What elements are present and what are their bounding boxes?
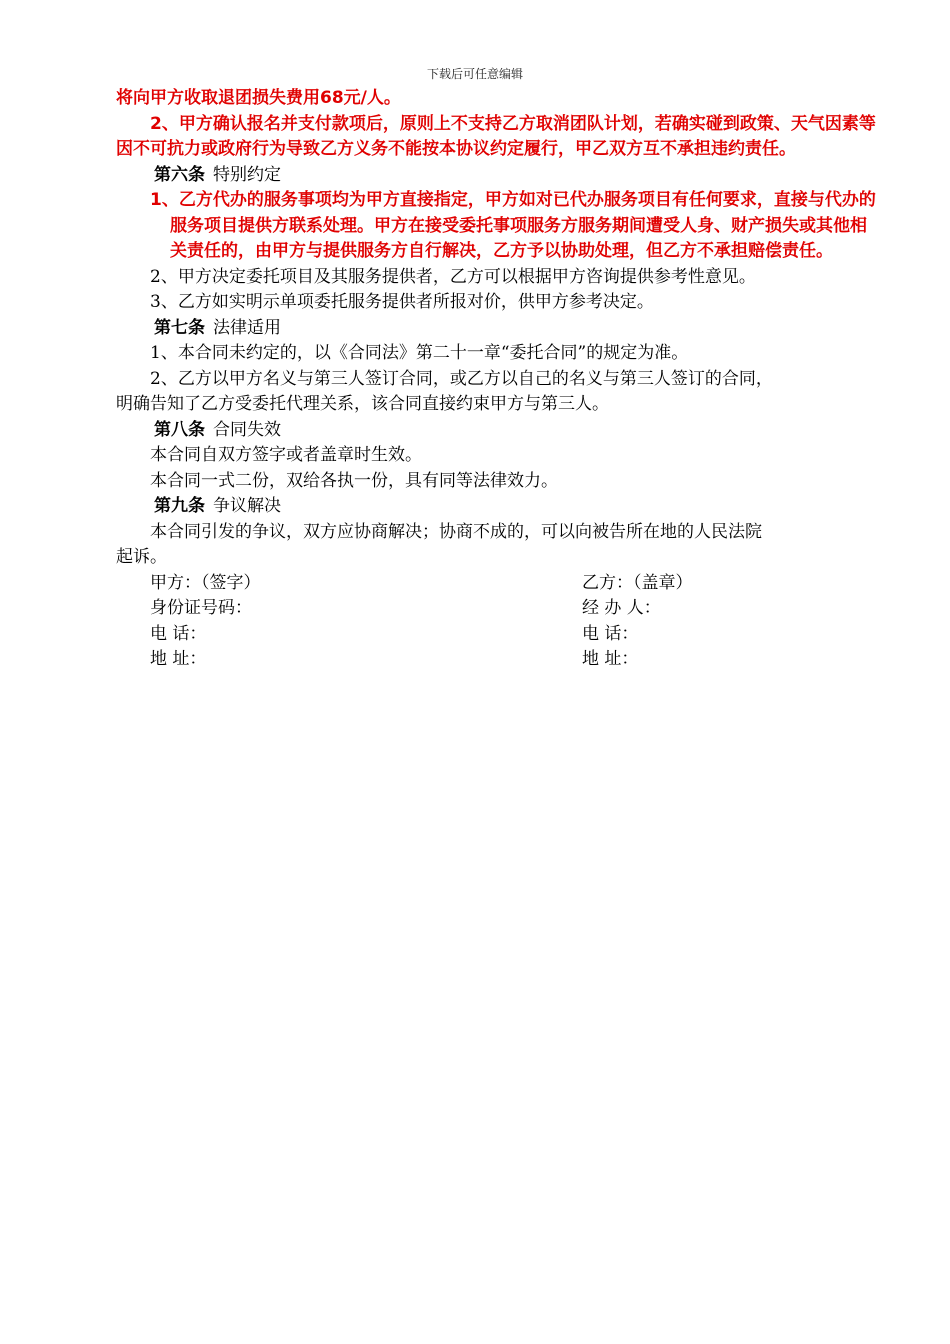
article-7-item-2-line-1: 2、乙方以甲方名义与第三人签订合同，或乙方以自己的名义与第三人签订的合同， bbox=[150, 368, 773, 389]
article-8-number: 第八条 bbox=[154, 419, 205, 440]
article-7-heading bbox=[116, 316, 878, 342]
article-9-heading bbox=[116, 494, 878, 520]
article-9-title: 争议解决 bbox=[213, 496, 281, 516]
address-field-b: 地 址： bbox=[582, 649, 639, 669]
phone-field-a: 电 话： bbox=[150, 623, 207, 644]
contract-body bbox=[116, 86, 878, 673]
signature-row-parties bbox=[116, 571, 878, 597]
article-9-number: 第九条 bbox=[154, 496, 205, 516]
id-number-field: 身份证号码： bbox=[150, 598, 252, 618]
article-7-title: 法律适用 bbox=[213, 317, 281, 338]
article-7-number: 第七条 bbox=[154, 317, 205, 338]
article-6-item-3: 3、乙方如实明示单项委托服务提供者所报对价，供甲方参考决定。 bbox=[150, 292, 654, 312]
article-8-item-2: 本合同一式二份，双给各执一份，具有同等法律效力。 bbox=[150, 470, 558, 491]
handler-field: 经 办 人： bbox=[582, 598, 661, 618]
page-header: 下载后可任意编辑 bbox=[426, 67, 523, 81]
signature-row-phone bbox=[116, 622, 878, 648]
cancellation-clause: 2、甲方确认报名并支付款项后，原则上不支持乙方取消团队计划，若确实碰到政策、天气因素等因不可抗力或政府行为导致乙方义务不能按本协议约定履行，甲乙双方互不承担违约责任。 bbox=[116, 113, 876, 159]
article-6-item-1: 1、乙方代办的服务事项均为甲方直接指定，甲方如对已代办服务项目有任何要求，直接与代办的服务项目提供方联系处理。甲方在接受委托事项服务方服务期间遭受人身、财产损失或其他相关责任的，由甲方与提供服务方自行解决，乙方予以协助处理，但乙方不承担赔偿责任。 bbox=[150, 190, 876, 261]
article-6-heading bbox=[116, 163, 878, 189]
article-8-heading bbox=[116, 418, 878, 444]
party-a-signature: 甲方：（签字） bbox=[150, 572, 261, 593]
article-9-item-1-line-1: 本合同引发的争议，双方应协商解决；协商不成的，可以向被告所在地的人民法院 bbox=[150, 521, 762, 542]
signature-row-id bbox=[116, 596, 878, 622]
phone-field-b: 电 话： bbox=[582, 623, 639, 644]
article-6-number: 第六条 bbox=[154, 164, 205, 185]
article-7-item-2-line-2: 明确告知了乙方受委托代理关系，该合同直接约束甲方与第三人。 bbox=[116, 394, 609, 414]
party-b-seal: 乙方：（盖章） bbox=[582, 572, 693, 593]
article-8-item-1: 本合同自双方签字或者盖章时生效。 bbox=[150, 445, 422, 465]
article-8-title: 合同失效 bbox=[213, 419, 281, 440]
address-field-a: 地 址： bbox=[150, 649, 207, 669]
article-9-item-1-line-2: 起诉。 bbox=[116, 547, 167, 567]
article-7-item-1: 1、本合同未约定的，以《合同法》第二十一章“委托合同”的规定为准。 bbox=[150, 343, 689, 363]
article-6-title: 特别约定 bbox=[213, 164, 281, 185]
article-6-item-2: 2、甲方决定委托项目及其服务提供者，乙方可以根据甲方咨询提供参考性意见。 bbox=[150, 266, 756, 287]
signature-row-address bbox=[116, 647, 878, 673]
refund-fee-clause: 将向甲方收取退团损失费用68元/人。 bbox=[116, 88, 401, 108]
